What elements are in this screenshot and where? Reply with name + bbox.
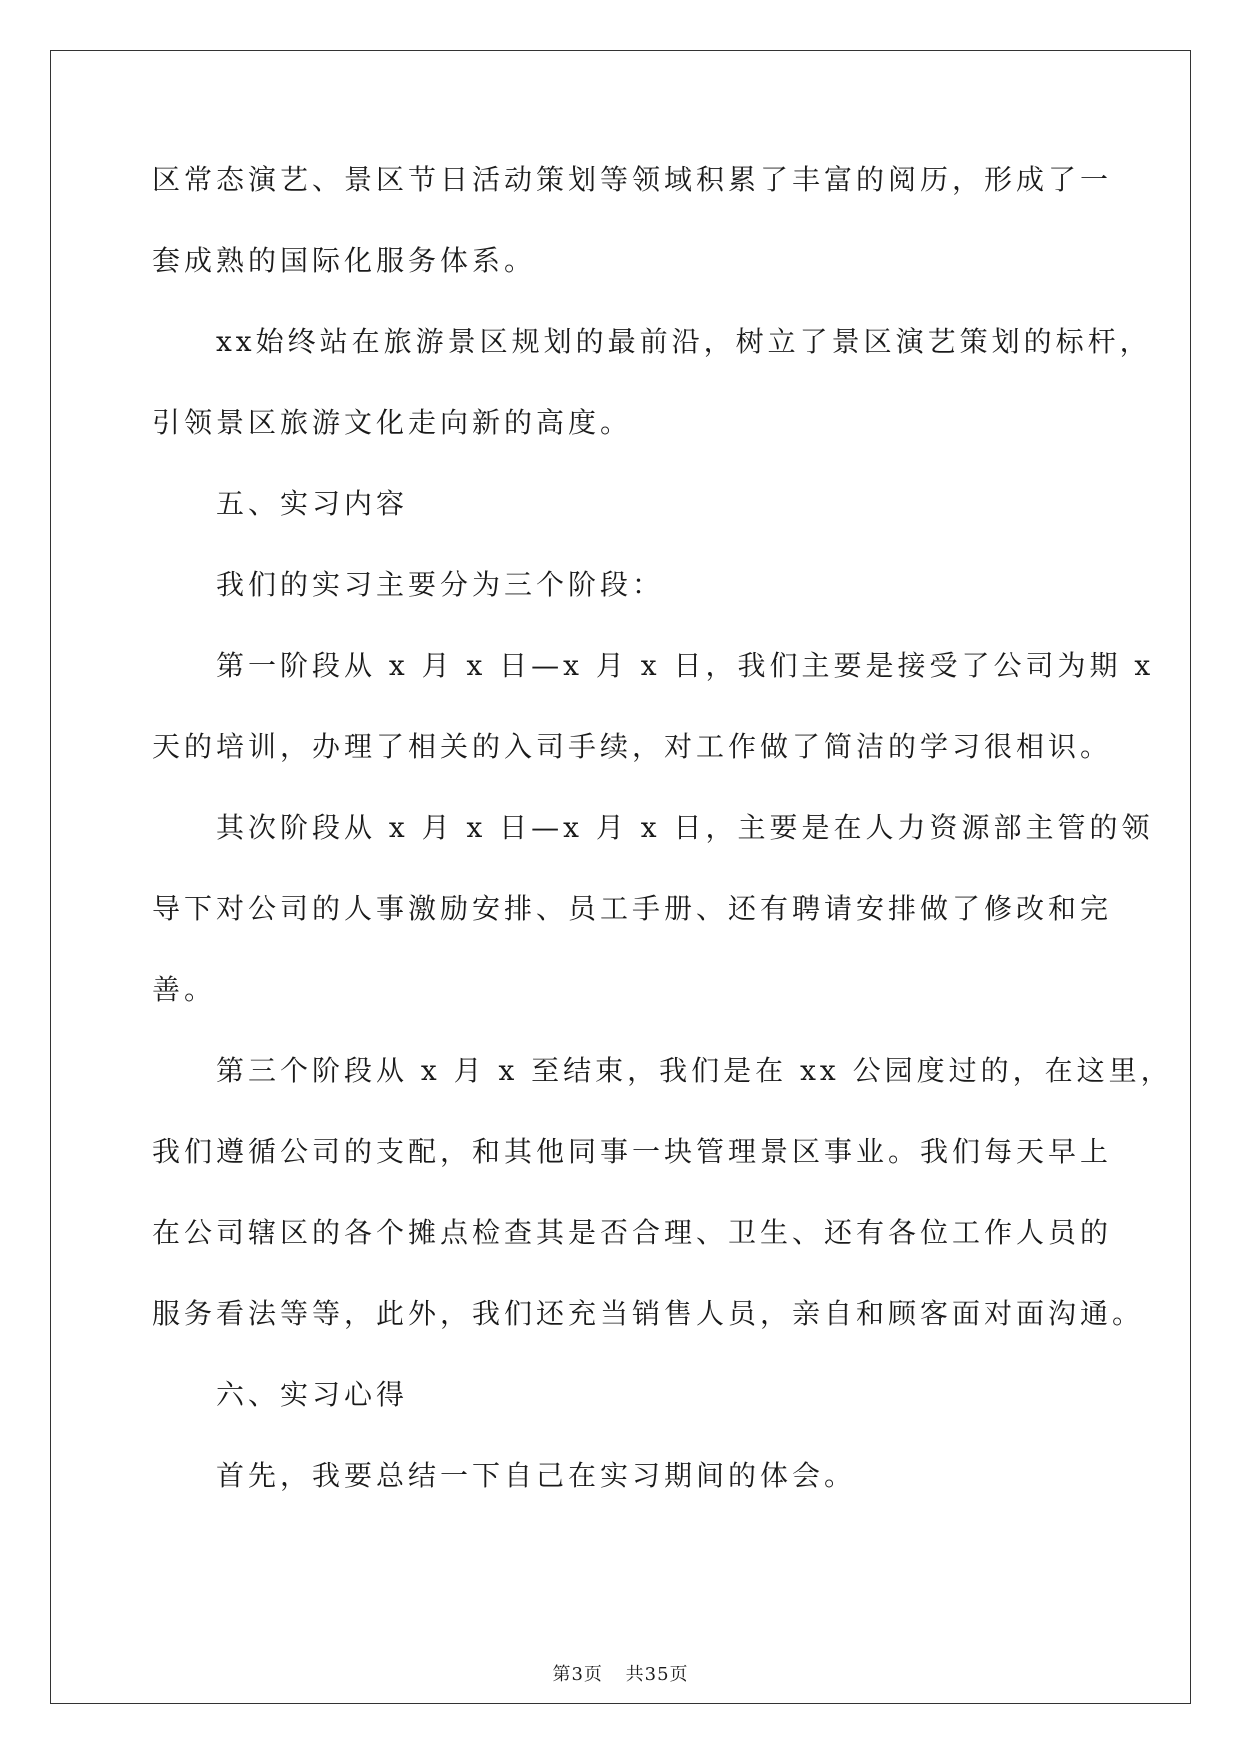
text-line: 我们遵循公司的支配，和其他同事一块管理景区事业。我们每天早上 <box>152 1135 1113 1168</box>
text-line: 导下对公司的人事激励安排、员工手册、还有聘请安排做了修改和完 <box>152 892 1113 925</box>
section-heading: 五、实习内容 <box>216 487 409 520</box>
text-line: 区常态演艺、景区节日活动策划等领域积累了丰富的阅历，形成了一 <box>152 163 1113 196</box>
text-line: 善。 <box>152 973 217 1006</box>
document-body <box>152 163 1173 1541</box>
text-line: 天的培训，办理了相关的入司手续，对工作做了简洁的学习很相识。 <box>152 730 1113 763</box>
text-line: 在公司辖区的各个摊点检查其是否合理、卫生、还有各位工作人员的 <box>152 1216 1113 1249</box>
text-line: 引领景区旅游文化走向新的高度。 <box>152 406 633 439</box>
text-line: xx始终站在旅游景区规划的最前沿，树立了景区演艺策划的标杆， <box>216 325 1152 358</box>
page-number: 第3页 <box>552 1664 603 1685</box>
page-footer <box>0 1664 1241 1686</box>
text-line: 套成熟的国际化服务体系。 <box>152 244 537 277</box>
text-line: 第一阶段从 x 月 x 日—x 月 x 日，我们主要是接受了公司为期 x <box>216 649 1155 682</box>
page-total: 共35页 <box>625 1664 689 1685</box>
text-line: 第三个阶段从 x 月 x 至结束，我们是在 xx 公园度过的，在这里， <box>216 1054 1173 1087</box>
text-line: 我们的实习主要分为三个阶段： <box>216 568 665 601</box>
text-line: 首先，我要总结一下自己在实习期间的体会。 <box>216 1459 857 1492</box>
text-line: 其次阶段从 x 月 x 日—x 月 x 日，主要是在人力资源部主管的领 <box>216 811 1154 844</box>
section-heading: 六、实习心得 <box>216 1378 409 1411</box>
text-line: 服务看法等等，此外，我们还充当销售人员，亲自和顾客面对面沟通。 <box>152 1297 1145 1330</box>
